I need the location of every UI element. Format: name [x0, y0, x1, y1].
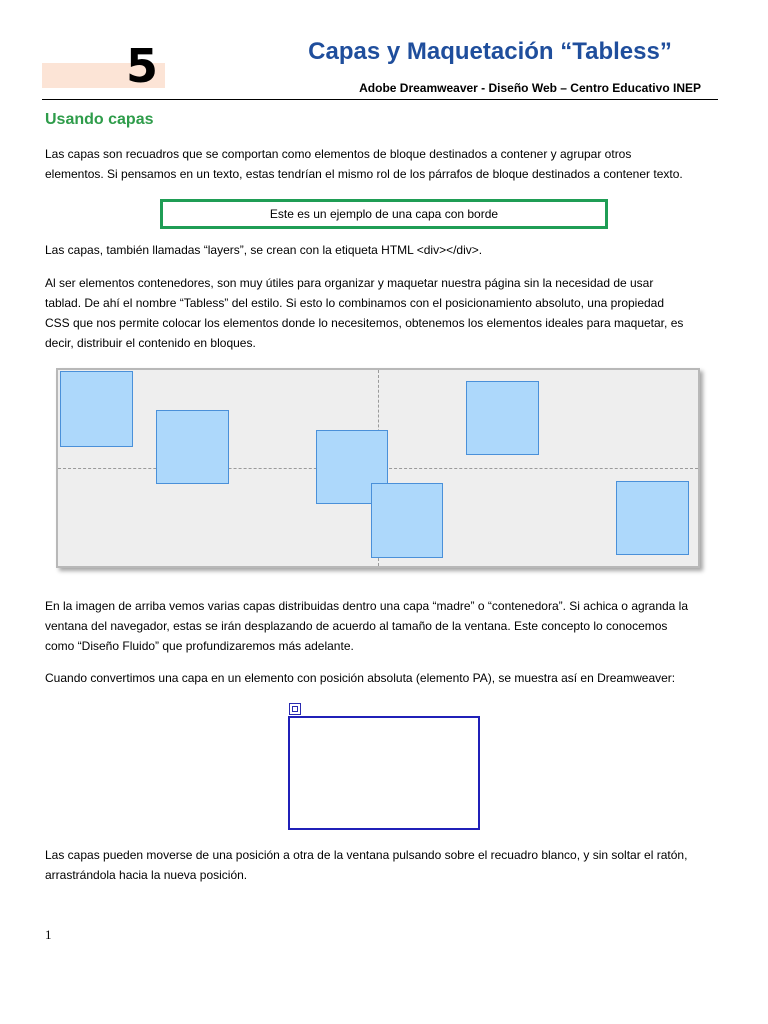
ap-element-handle-inner	[292, 706, 298, 712]
layer-box	[616, 481, 689, 555]
ap-element-handle-icon[interactable]	[289, 703, 301, 715]
layer-box	[371, 483, 443, 558]
page-number: 1	[45, 927, 52, 942]
paragraph-fluid-line-2: ventana del navegador, estas se irán desplazando de acuerdo al tamaño de la ventana. Este concepto lo conocemos	[45, 619, 668, 633]
layer-box	[156, 410, 229, 484]
section-heading: Usando capas	[45, 111, 154, 128]
chapter-number: 5	[125, 39, 158, 93]
paragraph-containers-line-1: Al ser elementos contenedores, son muy útiles para organizar y maquetar nuestra página sin la necesidad de usar	[45, 276, 654, 290]
ap-element-box	[288, 716, 480, 830]
layer-box	[466, 381, 539, 455]
paragraph-containers-line-2: tablad. De ahí el nombre “Tabless” del estilo. Si esto lo combinamos con el posicionamiento absoluto, una propiedad	[45, 296, 665, 310]
header-divider	[42, 99, 718, 100]
paragraph-moving-layers-line-2: arrastrándola hacia la nueva posición.	[45, 868, 248, 882]
layer-box	[60, 371, 133, 447]
paragraph-intro-line-1: Las capas son recuadros que se comportan como elementos de bloque destinados a contener y agrupar otros	[45, 147, 632, 161]
paragraph-containers-line-4: decir, distribuir el contenido en bloques.	[45, 336, 256, 350]
document-subtitle: Adobe Dreamweaver - Diseño Web – Centro Educativo INEP	[359, 81, 701, 95]
paragraph-fluid-line-3: como “Diseño Fluido” que profundizaremos más adelante.	[45, 639, 354, 653]
paragraph-absolute-position: Cuando convertimos una capa en un elemento con posición absoluta (elemento PA), se muestra así en Dreamweaver:	[45, 671, 676, 685]
paragraph-containers-line-3: CSS que nos permite colocar los elementos donde lo necesitemos, obtenemos los elementos ideales para maquetar, es	[45, 316, 684, 330]
layers-illustration	[56, 368, 700, 568]
paragraph-fluid-line-1: En la imagen de arriba vemos varias capas distribuidas dentro una capa “madre” o “contenedora”. Si achica o agranda la	[45, 599, 689, 613]
paragraph-moving-layers-line-1: Las capas pueden moverse de una posición a otra de la ventana pulsando sobre el recuadro blanco, y sin soltar el ratón,	[45, 848, 688, 862]
document-title: Capas y Maquetación “Tabless”	[308, 38, 672, 65]
paragraph-intro-line-2: elementos. Si pensamos en un texto, estas tendrían el mismo rol de los párrafos de bloque destinados a contener texto.	[45, 167, 683, 181]
example-bordered-layer: Este es un ejemplo de una capa con borde	[160, 199, 608, 229]
paragraph-layers-tag: Las capas, también llamadas “layers”, se crean con la etiqueta HTML <div></div>.	[45, 243, 483, 257]
